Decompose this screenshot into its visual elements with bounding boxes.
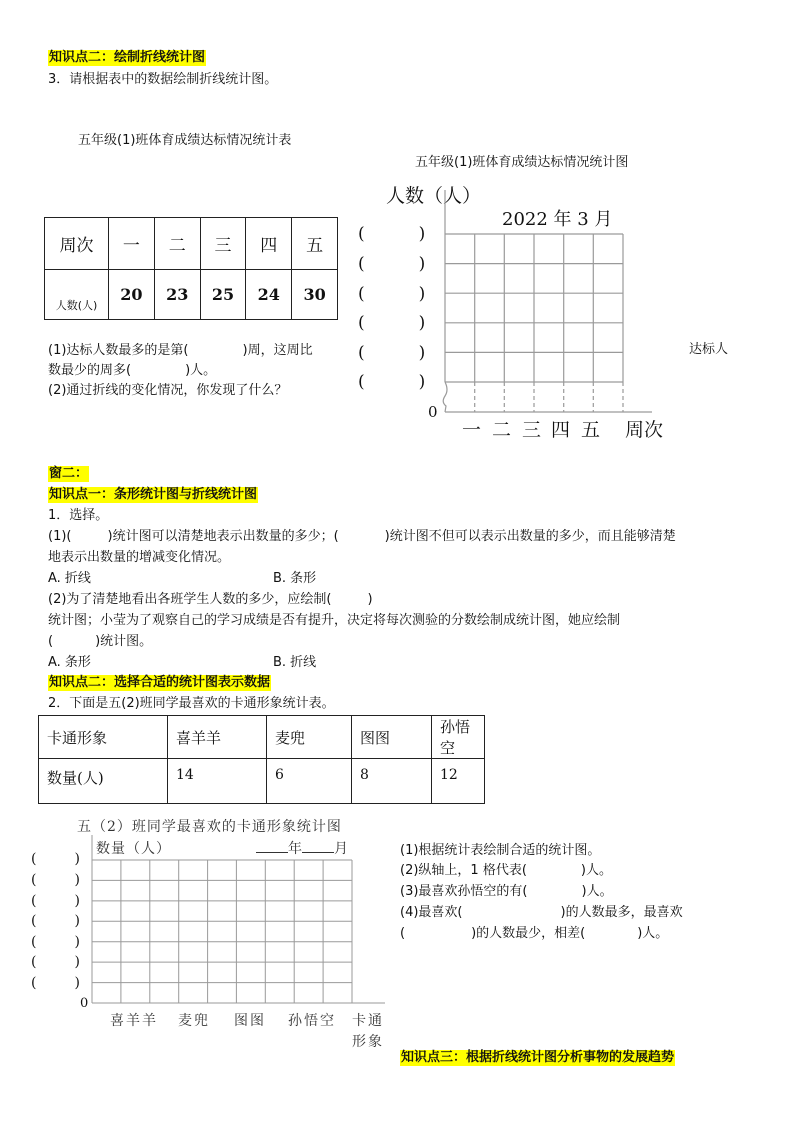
sub-question-1-line1: (1)达标人数最多的是第( )周，这周比 bbox=[48, 343, 313, 358]
sub-question-2: (2)通过折线的变化情况，你发现了什么？ bbox=[48, 383, 288, 398]
pe-table-value: 20 bbox=[109, 270, 155, 320]
choice-1-option-a[interactable]: A. 折线 bbox=[48, 571, 91, 586]
choice-1-line2: 地表示出数量的增减变化情况。 bbox=[48, 550, 231, 565]
cartoon-chart-date: 年 月 bbox=[256, 838, 348, 858]
cartoon-table bbox=[38, 715, 485, 804]
cartoon-table-value: 12 bbox=[432, 759, 485, 804]
choice-2-line3: ( )统计图。 bbox=[48, 634, 153, 649]
cartoon-chart-title: 五（2）班同学最喜欢的卡通形象统计图 bbox=[77, 819, 342, 835]
cartoon-table-name: 喜羊羊 bbox=[168, 716, 267, 759]
line-chart-y-label: 人数（人） bbox=[386, 185, 482, 207]
pe-table-value: 23 bbox=[154, 270, 200, 320]
choice-2-option-a[interactable]: A. 条形 bbox=[48, 655, 91, 670]
section-heading-trend-analysis: 知识点三：根据折线统计图分析事物的发展趋势 bbox=[401, 1050, 675, 1065]
cartoon-question-3: (3)最喜欢孙悟空的有( )人。 bbox=[400, 884, 613, 899]
cartoon-question-1: (1)根据统计表绘制合适的统计图。 bbox=[400, 843, 601, 858]
pe-table-row-label: 人数(人) bbox=[45, 270, 109, 320]
pe-table-week: 一 bbox=[109, 218, 155, 270]
line-chart-x-tick: 一 bbox=[462, 419, 482, 441]
pe-table bbox=[44, 217, 338, 320]
line-chart-x-label: 周次 bbox=[625, 419, 664, 441]
cartoon-chart-zero: 0 bbox=[80, 996, 89, 1011]
cartoon-chart-x-tick: 图图 bbox=[234, 1013, 266, 1029]
line-chart-x-tick: 四 bbox=[551, 419, 571, 441]
cartoon-table-header-label: 卡通形象 bbox=[39, 716, 168, 759]
cartoon-table-name: 孙悟空 bbox=[432, 716, 485, 759]
cartoon-chart-x-tick: 孙悟空 bbox=[288, 1013, 336, 1029]
pe-table-value: 30 bbox=[292, 270, 338, 320]
cartoon-chart-x-label: 卡通 bbox=[352, 1013, 384, 1029]
cartoon-table-value: 6 bbox=[267, 759, 352, 804]
choice-2-option-b[interactable]: B. 折线 bbox=[273, 655, 317, 670]
section-heading-bar-vs-line: 知识点一：条形统计图与折线统计图 bbox=[49, 487, 258, 502]
line-chart-grid bbox=[420, 190, 680, 420]
cartoon-question-4-line1: (4)最喜欢( )的人数最多，最喜欢 bbox=[400, 905, 683, 920]
choice-1-option-b[interactable]: B. 条形 bbox=[273, 571, 317, 586]
y-scale-blank[interactable]: ( ) bbox=[31, 872, 80, 888]
choice-2-line1: (2)为了清楚地看出各班学生人数的多少，应绘制( ) bbox=[48, 592, 373, 607]
question-2: 2．下面是五(2)班同学最喜欢的卡通形象统计表。 bbox=[48, 696, 335, 711]
question-1: 1．选择。 bbox=[48, 508, 109, 523]
line-chart-date: 2022 年 3 月 bbox=[502, 209, 613, 230]
line-chart-x-tick: 三 bbox=[522, 419, 542, 441]
sub-question-1-line2: 数最少的周多( )人。 bbox=[48, 363, 217, 378]
table-title-pe: 五年级(1)班体育成绩达标情况统计表 bbox=[78, 133, 292, 148]
cartoon-table-row-label: 数量(人) bbox=[39, 759, 168, 804]
choice-1-line1: (1)( )统计图可以清楚地表示出数量的多少；( )统计图不但可以表示出数量的多少，而且能够清楚 bbox=[48, 529, 676, 544]
y-scale-blank[interactable]: ( ) bbox=[31, 913, 80, 929]
pe-table-header-label: 周次 bbox=[45, 218, 109, 270]
cartoon-table-name: 图图 bbox=[352, 716, 432, 759]
cartoon-table-value: 14 bbox=[168, 759, 267, 804]
section-heading-draw-line-chart: 知识点二：绘制折线统计图 bbox=[49, 50, 206, 65]
y-scale-blank[interactable]: ( ) bbox=[31, 954, 80, 970]
y-scale-blank[interactable]: ( ) bbox=[358, 224, 426, 244]
window2-label: 窗二： bbox=[49, 466, 89, 481]
y-scale-blank[interactable]: ( ) bbox=[31, 934, 80, 950]
side-text-fragment: 达标人 bbox=[689, 342, 729, 357]
y-scale-blank[interactable]: ( ) bbox=[31, 975, 80, 991]
y-scale-blank[interactable]: ( ) bbox=[31, 851, 80, 867]
cartoon-question-2: (2)纵轴上，1 格代表( )人。 bbox=[400, 863, 612, 878]
cartoon-chart-x-tick: 麦兜 bbox=[178, 1013, 210, 1029]
pe-table-week: 五 bbox=[292, 218, 338, 270]
line-chart-x-tick: 二 bbox=[492, 419, 512, 441]
y-scale-blank[interactable]: ( ) bbox=[358, 343, 426, 363]
pe-table-value: 25 bbox=[200, 270, 246, 320]
pe-table-week: 四 bbox=[246, 218, 292, 270]
y-scale-blank[interactable]: ( ) bbox=[358, 284, 426, 304]
pe-table-week: 三 bbox=[200, 218, 246, 270]
cartoon-chart-x-tick: 喜羊羊 bbox=[110, 1013, 158, 1029]
pe-table-value: 24 bbox=[246, 270, 292, 320]
question-3: 3．请根据表中的数据绘制折线统计图。 bbox=[48, 72, 278, 87]
line-chart-title: 五年级(1)班体育成绩达标情况统计图 bbox=[415, 155, 629, 170]
y-scale-blank[interactable]: ( ) bbox=[358, 254, 426, 274]
y-scale-blank[interactable]: ( ) bbox=[358, 313, 426, 333]
cartoon-chart-grid bbox=[85, 835, 395, 1010]
section-heading-choose-chart: 知识点二：选择合适的统计图表示数据 bbox=[49, 675, 271, 690]
cartoon-table-value: 8 bbox=[352, 759, 432, 804]
y-scale-blank[interactable]: ( ) bbox=[358, 372, 426, 392]
y-scale-blank[interactable]: ( ) bbox=[31, 893, 80, 909]
line-chart-x-tick: 五 bbox=[581, 419, 601, 441]
cartoon-question-4-line2: ( )的人数最少，相差( )人。 bbox=[400, 926, 669, 941]
line-chart-zero: 0 bbox=[428, 403, 438, 421]
choice-2-line2: 统计图；小莹为了观察自己的学习成绩是否有提升，决定将每次测验的分数绘制成统计图，她应绘制 bbox=[48, 613, 621, 628]
cartoon-table-name: 麦兜 bbox=[267, 716, 352, 759]
cartoon-chart-y-label: 数量（人） bbox=[96, 841, 171, 857]
pe-table-week: 二 bbox=[154, 218, 200, 270]
cartoon-chart-x-label: 形象 bbox=[352, 1034, 384, 1050]
